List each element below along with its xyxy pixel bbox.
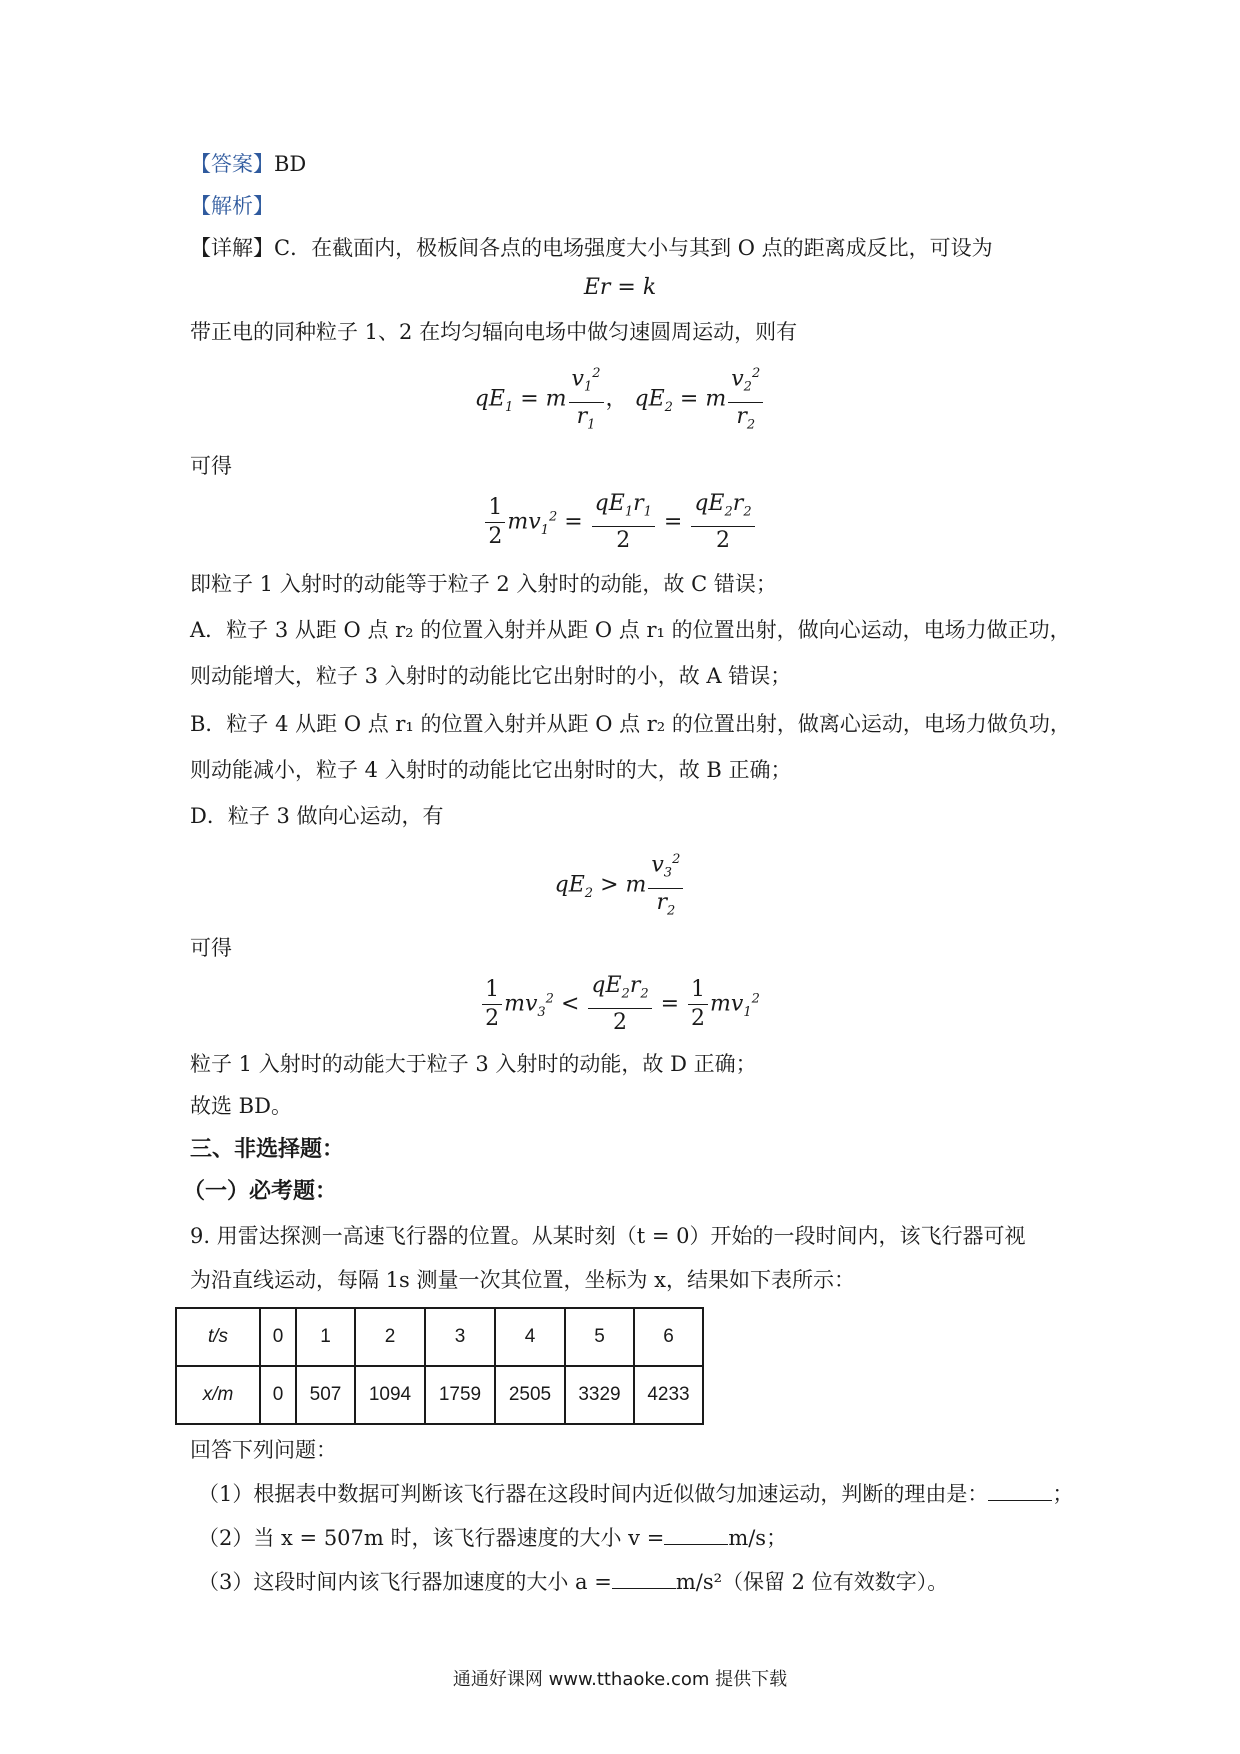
option-a-line2: 则动能增大，粒子 3 入射时的动能比它出射时的小，故 A 错误； (190, 664, 792, 688)
equation-kinetic-energy-3: $\frac{1}{2}$ $mv_3^2$ < $\frac{qE_2r_2}{2}$ = $\frac{1}{2}$ $mv_1^2$ (0, 972, 1240, 1037)
q9-prompt: 回答下列问题： (190, 1438, 337, 1462)
q9-sub2-text: （2）当 x = 507m 时，该飞行器速度的大小 v = (198, 1526, 665, 1550)
q9-line2: 为沿直线运动，每隔 1s 测量一次其位置，坐标为 x，结果如下表所示： (190, 1268, 856, 1292)
answer-blank-2[interactable] (664, 1524, 728, 1545)
equation-centripetal: $qE_2 > m$ $\frac{v_3^2}{r_2}$ (0, 846, 1240, 925)
equation-er-k: Er = k (583, 275, 657, 300)
option-b-line1: B．粒子 4 从距 O 点 r₁ 的位置入射并从距 O 点 r₂ 的位置出射，做离心运动，电场力做负功， (190, 712, 1071, 736)
row-label-t: t/s (176, 1308, 260, 1366)
t-cell-2: 2 (355, 1308, 425, 1366)
x-cell-4: 2505 (495, 1366, 565, 1424)
option-b-line2: 则动能减小，粒子 4 入射时的动能比它出射时的大，故 B 正确； (190, 758, 792, 782)
data-table (175, 1307, 704, 1425)
q9-sub3-unit: m/s²（保留 2 位有效数字）。 (675, 1570, 949, 1594)
detail-intro-text: C．在截面内，极板间各点的电场强度大小与其到 O 点的距离成反比，可设为 (274, 236, 993, 260)
answer-blank-1[interactable] (988, 1480, 1052, 1501)
option-a-line1: A．粒子 3 从距 O 点 r₂ 的位置入射并从距 O 点 r₁ 的位置出射，做向心运动，电场力做正功， (190, 618, 1071, 642)
q9-sub2 (198, 1524, 787, 1552)
final-answer: 故选 BD。 (190, 1094, 292, 1118)
kede-1: 可得 (190, 454, 232, 478)
analysis-tag: 【解析】 (190, 194, 274, 218)
q9-line1: 9. 用雷达探测一高速飞行器的位置。从某时刻（t = 0）开始的一段时间内，该飞行器可视 (190, 1224, 1026, 1248)
conclusion-c: 即粒子 1 入射时的动能等于粒子 2 入射时的动能，故 C 错误； (190, 572, 777, 596)
t-cell-5: 5 (565, 1308, 634, 1366)
detail-tag: 【详解】 (190, 236, 274, 260)
option-d-line1: D．粒子 3 做向心运动，有 (190, 804, 444, 828)
table-row-x (176, 1366, 703, 1424)
section-3-heading: 三、非选择题： (190, 1137, 345, 1162)
x-cell-5: 3329 (565, 1366, 634, 1424)
answer-blank-3[interactable] (612, 1568, 676, 1589)
table-row-t (176, 1308, 703, 1366)
conclusion-d: 粒子 1 入射时的动能大于粒子 3 入射时的动能，故 D 正确； (190, 1052, 757, 1076)
q9-sub3-text: （3）这段时间内该飞行器加速度的大小 a = (198, 1570, 612, 1594)
x-cell-2: 1094 (355, 1366, 425, 1424)
t-cell-3: 3 (425, 1308, 495, 1366)
answer-value: BD (274, 152, 307, 176)
t-cell-0: 0 (260, 1308, 296, 1366)
t-cell-1: 1 (296, 1308, 355, 1366)
q9-sub1-text: （1）根据表中数据可判断该飞行器在这段时间内近似做匀加速运动，判断的理由是： (198, 1482, 989, 1506)
detail-line2: 带正电的同种粒子 1、2 在均匀辐向电场中做匀速圆周运动，则有 (190, 320, 798, 344)
q9-sub3 (198, 1568, 948, 1596)
t-cell-6: 6 (634, 1308, 703, 1366)
q9-sub1 (198, 1480, 1073, 1508)
x-cell-0: 0 (260, 1366, 296, 1424)
answer-line (190, 150, 306, 178)
x-cell-1: 507 (296, 1366, 355, 1424)
section-3-1-heading: （一）必考题： (183, 1179, 338, 1204)
row-label-x: x/m (176, 1366, 260, 1424)
answer-tag: 【答案】 (190, 152, 274, 176)
kede-2: 可得 (190, 936, 232, 960)
footer-watermark: 通通好课网 www.tthaoke.com 提供下载 (452, 1669, 788, 1690)
equation-kinetic-energy-12: $\frac{1}{2}$ $mv_1^2$ = $\frac{qE_1r_1}{2}$ = $\frac{qE_2r_2}{2}$ (0, 490, 1240, 555)
x-cell-3: 1759 (425, 1366, 495, 1424)
equation-circular-motion: $qE_1 = m$ $\frac{v_1^2}{r_1}$ ， $qE_2 = m$ $\frac{v_2^2}{r_2}$ (0, 360, 1240, 439)
q9-sub1-end: ； (1052, 1482, 1074, 1506)
detail-intro (190, 234, 993, 262)
x-cell-6: 4233 (634, 1366, 703, 1424)
q9-sub2-unit: m/s； (728, 1526, 788, 1550)
t-cell-4: 4 (495, 1308, 565, 1366)
